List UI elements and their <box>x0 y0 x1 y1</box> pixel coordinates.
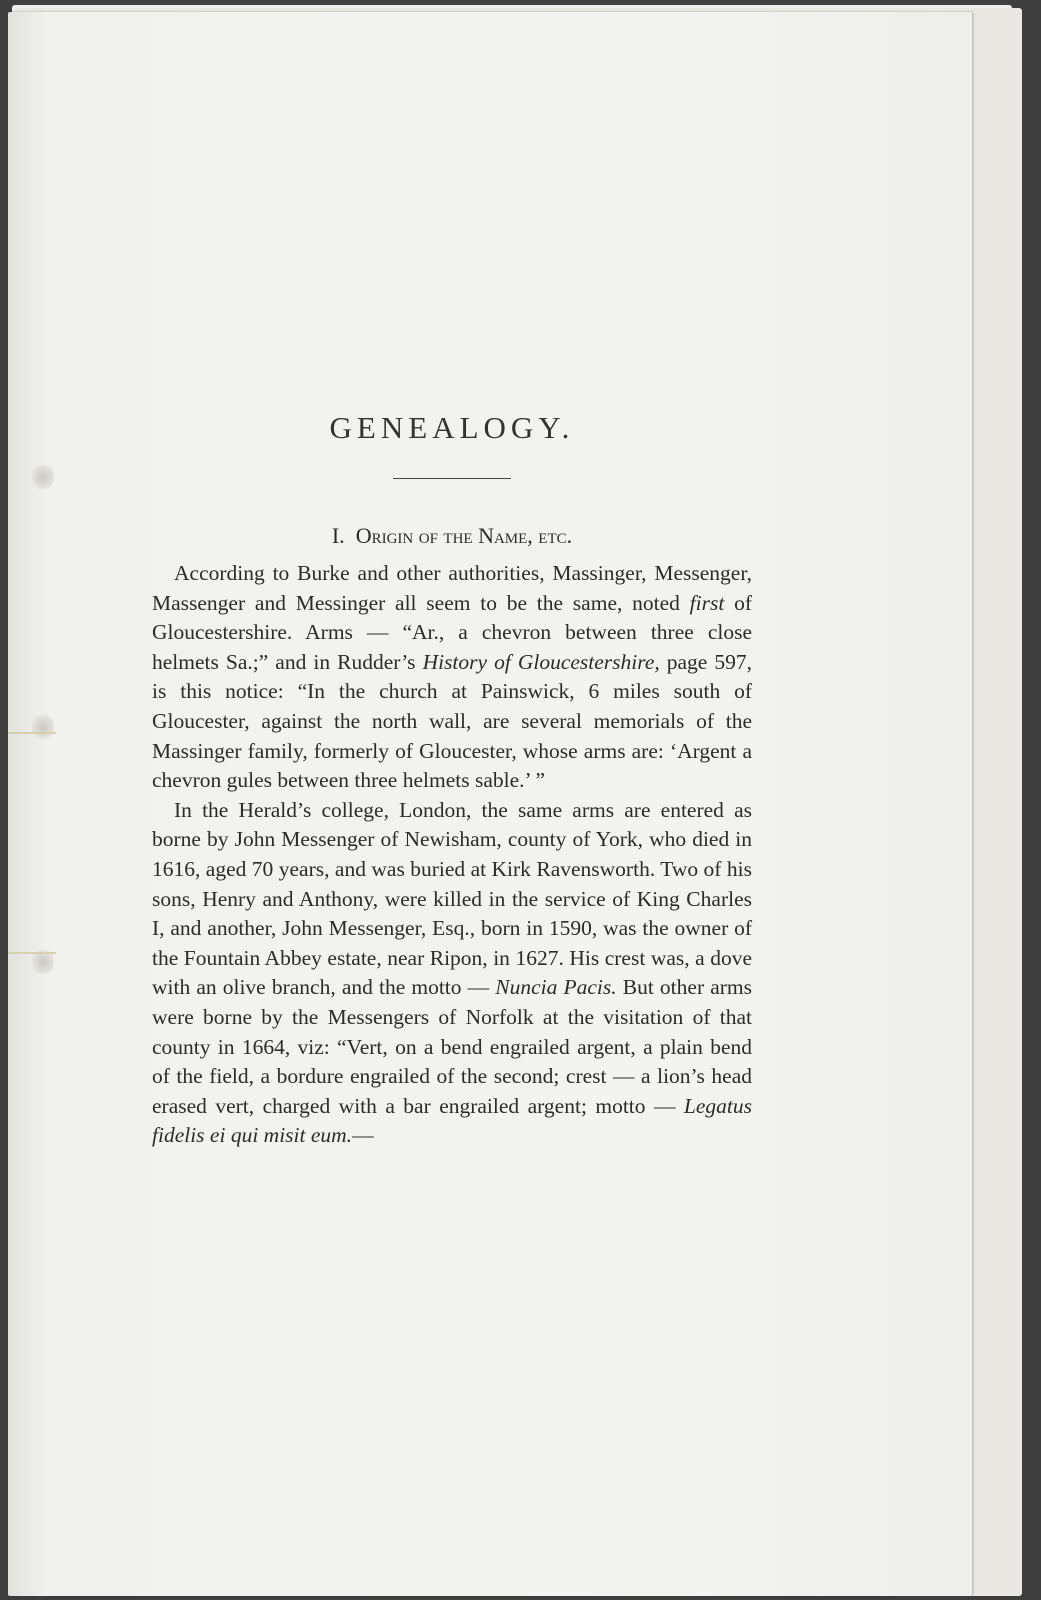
paragraph-1 <box>152 559 752 796</box>
text-run: But other arms were borne by the Messengers of Norfolk at the visitation of that county in 1664, viz: “Vert, on a bend engrailed argent, a plain bend of the field, a bordure engrailed of the second; crest — a lion’s head erased vert, charged with a bar engrailed argent; motto — <box>152 975 753 1118</box>
section-title: Origin of the Name, etc. <box>355 523 573 548</box>
binding-hole <box>32 712 54 742</box>
section-heading <box>152 523 752 549</box>
text-run: — <box>352 1123 374 1148</box>
binding-thread <box>8 952 56 954</box>
title-rule <box>393 478 511 479</box>
italic-text-run: Legatus fidelis ei qui misit eum. <box>152 1093 752 1148</box>
text-run: page 597, is this notice: “In the church at Painswick, 6 miles south of Gloucester, against the north wall, are several memorials of the Massinger family, formerly of Gloucester, whose arms are: ‘Argent a chevron gules between three helmets sable.’ ” <box>152 649 752 793</box>
italic-text-run: first <box>689 590 725 615</box>
section-number: I. <box>331 523 345 548</box>
binding-hole <box>32 462 54 492</box>
text-run: of Gloucestershire. Arms — “Ar., a chevron between three close helmets Sa.;” and in Rudder’s <box>152 590 753 674</box>
text-run: In the Herald’s college, London, the same arms are entered as borne by John Messenger of Newisham, county of York, who died in 1616, aged 70 years, and was buried at Kirk Ravensworth. Two of his sons, Henry and Anthony, were killed in the service of King Charles I, and another, John Messenger, Esq., born in 1590, was the owner of the Fountain Abbey estate, near Ripon, in 1627. His crest was, a dove with an olive branch, and the motto — <box>152 797 752 1000</box>
italic-text-run: Nuncia Pacis. <box>495 975 617 1000</box>
text-run: According to Burke and other authorities, Massinger, Messenger, Massenger and Messinger all seem to be the same, noted <box>152 561 752 615</box>
text-block <box>152 410 752 1151</box>
page-title: GENEALOGY. <box>329 410 575 445</box>
binding-thread <box>8 732 56 734</box>
paragraph-2 <box>152 796 752 1151</box>
italic-text-run: History of Gloucestershire, <box>422 649 660 674</box>
